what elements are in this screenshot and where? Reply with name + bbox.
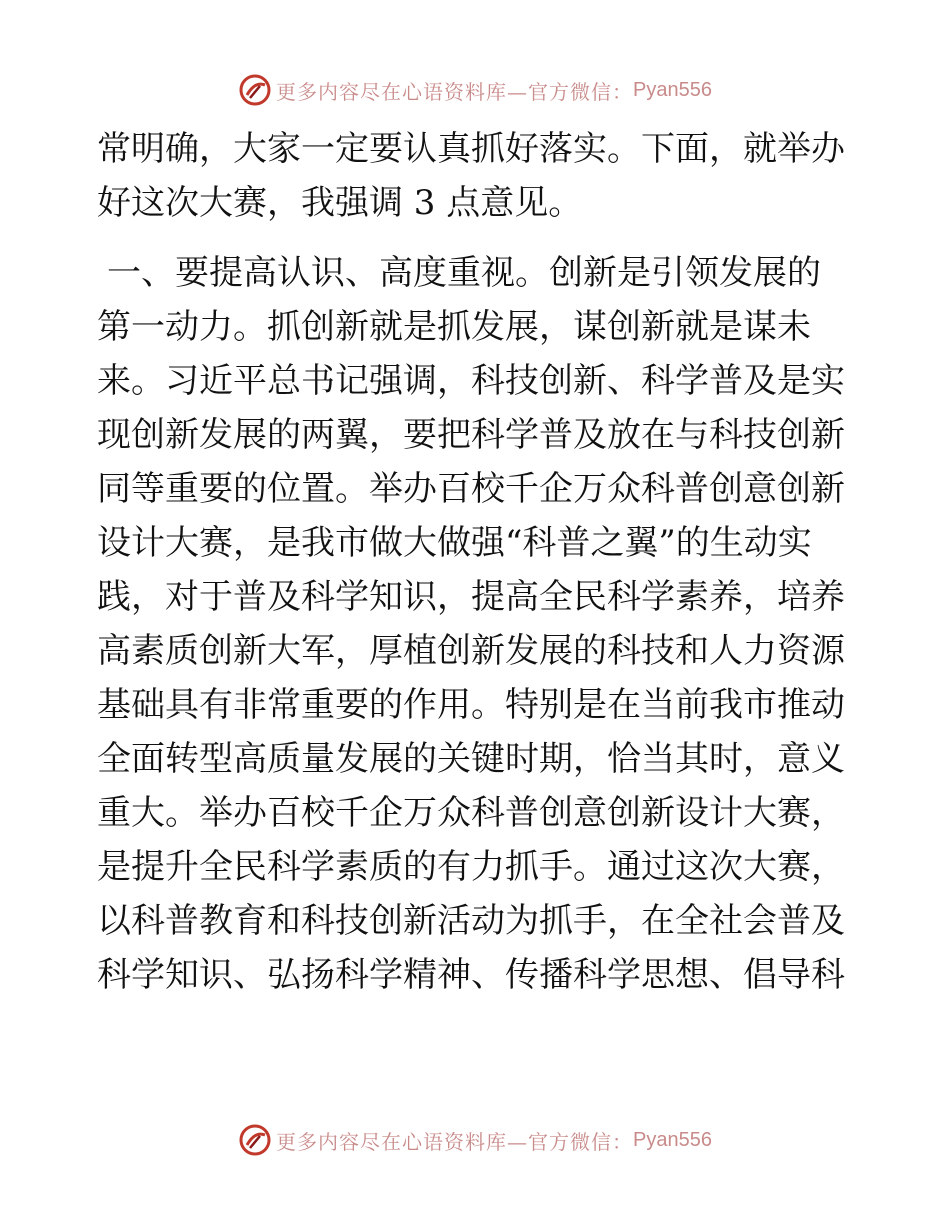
paragraph [97, 122, 857, 230]
banner-text: 更多内容尽在心语资料库—官方微信： [276, 79, 634, 104]
text-line: 来。习近平总书记强调，科技创新、科学普及是实 [97, 361, 845, 401]
logo-icon [238, 1123, 272, 1157]
text-line: 同等重要的位置。举办百校千企万众科普创意创新 [97, 469, 845, 509]
text-line: 以科普教育和科技创新活动为抓手，在全社会普及 [97, 901, 845, 941]
text-line: 一、要提高认识、高度重视。创新是引领发展的 [107, 253, 821, 293]
logo-icon [238, 73, 272, 107]
text-line: 科学知识、弘扬科学精神、传播科学思想、倡导科 [97, 955, 845, 995]
header-watermark-banner [0, 70, 950, 110]
text-line: 重大。举办百校千企万众科普创意创新设计大赛， [97, 793, 845, 833]
paragraph [97, 246, 857, 1002]
text-line: 全面转型高质量发展的关键时期，恰当其时，意义 [97, 739, 845, 779]
banner-wechat-id: Pyan556 [633, 78, 712, 101]
text-line: 践，对于普及科学知识，提高全民科学素养，培养 [97, 577, 845, 617]
text-line: 高素质创新大军，厚植创新发展的科技和人力资源 [97, 631, 845, 671]
text-line: 第一动力。抓创新就是抓发展，谋创新就是谋未 [97, 307, 811, 347]
text-line: 常明确，大家一定要认真抓好落实。下面，就举办 [97, 129, 845, 169]
text-line: 基础具有非常重要的作用。特别是在当前我市推动 [97, 685, 845, 725]
banner-wechat-id: Pyan556 [633, 1128, 712, 1151]
text-line: 好这次大赛，我强调 3 点意见。 [97, 183, 583, 223]
banner-text: 更多内容尽在心语资料库—官方微信： [276, 1129, 634, 1154]
text-line: 是提升全民科学素质的有力抓手。通过这次大赛， [97, 847, 845, 887]
text-line: 设计大赛，是我市做大做强“科普之翼”的生动实 [97, 523, 812, 563]
footer-watermark-banner [0, 1120, 950, 1160]
document-body [97, 122, 857, 1002]
text-line: 现创新发展的两翼，要把科学普及放在与科技创新 [97, 415, 845, 455]
